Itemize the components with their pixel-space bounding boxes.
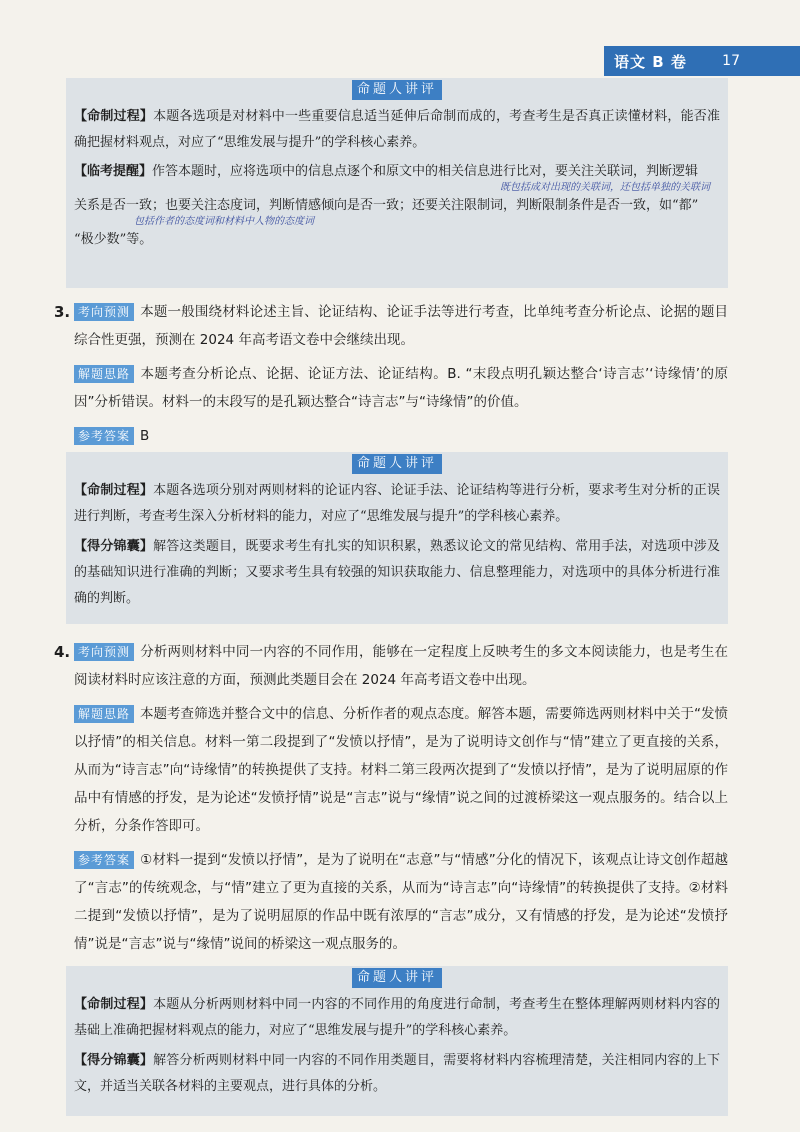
- paragraph-text: 作答本题时，应将选项中的信息点逐个和原文中的相关信息进行比对，要关注关联词，判断逻辑: [152, 164, 699, 179]
- prediction-tag: 考向预测: [74, 303, 134, 321]
- commentary-paragraph: [74, 534, 720, 612]
- answer-tag: 参考答案: [74, 851, 134, 869]
- paragraph-text: 关系是否一致；也要关注态度词，判断情感倾向是否一致；还要关注限制词，判断限制条件是否一致，如“都”: [74, 198, 699, 213]
- question-4: [54, 638, 728, 964]
- question-paragraph: [74, 700, 728, 840]
- paragraph-label: 【得分锦囊】: [74, 539, 154, 554]
- commentary-box-1: [66, 78, 728, 288]
- commentary-paragraph: [74, 1048, 720, 1100]
- commentary-box-3: [66, 966, 728, 1116]
- approach-tag: 解题思路: [74, 365, 134, 383]
- approach-tag: 解题思路: [74, 705, 134, 723]
- commentary-paragraph: [74, 104, 720, 156]
- commentary-banner: 命题人讲评: [352, 968, 442, 988]
- page-number: 17: [722, 53, 740, 69]
- paragraph-text: 解答这类题目，既要求考生有扎实的知识积累，熟悉议论文的常见结构、常用手法，对选项中涉及的基础知识进行准确的判断；又要求考生具有较强的知识获取能力、信息整理能力，对选项中的具体分析进行准确的判断。: [74, 539, 720, 606]
- paragraph-text: 本题一般围绕材料论述主旨、论证结构、论证手法等进行考查，比单纯考查分析论点、论据的题目综合性更强，预测在 2024 年高考语文卷中会继续出现。: [74, 304, 728, 348]
- header-subject: 语文 B 卷: [614, 52, 687, 71]
- commentary-paragraph: [74, 992, 720, 1044]
- question-number: 4.: [54, 643, 71, 661]
- question-paragraph: [74, 638, 728, 694]
- question-3: [54, 298, 728, 456]
- question-paragraph: [74, 846, 728, 958]
- paragraph-label: 【临考提醒】: [74, 164, 153, 179]
- paragraph-text: 本题从分析两则材料中同一内容的不同作用的角度进行命制，考查考生在整体理解两则材料内容的基础上准确把握材料观点的能力，对应了“思维发展与提升”的学科核心素养。: [74, 997, 720, 1038]
- paragraph-label: 【命制过程】: [74, 109, 154, 124]
- paragraph-label: 【得分锦囊】: [74, 1053, 154, 1068]
- answer-text: B: [140, 428, 150, 444]
- commentary-paragraph: [74, 478, 720, 530]
- answer-tag: 参考答案: [74, 427, 134, 445]
- commentary-paragraph: [74, 160, 720, 252]
- question-paragraph: [74, 422, 728, 450]
- paragraph-label: 【命制过程】: [74, 483, 154, 498]
- question-paragraph: [74, 360, 728, 416]
- prediction-tag: 考向预测: [74, 643, 134, 661]
- question-paragraph: [74, 298, 728, 354]
- commentary-banner: 命题人讲评: [352, 80, 442, 100]
- handwritten-note: 既包括成对出现的关联词，还包括单独的关联词: [500, 182, 710, 193]
- answer-text: ①材料一提到“发愤以抒情”，是为了说明在“志意”与“情感”分化的情况下，该观点让诗文创作超越了“言志”的传统观念，与“情”建立了更为直接的关系，从而为“诗言志”向“诗缘情”的转换提供了支持。②材料二提到“发愤以抒情”，是为了说明屈原的作品中既有浓厚的“言志”成分，又有情感的抒发，是为论述“发愤抒情”说是“言志”说与“缘情”说间的桥梁这一观点服务的。: [74, 852, 728, 952]
- paragraph-text: 本题考查分析论点、论据、论证方法、论证结构。B. “末段点明孔颖达整合‘诗言志’‘诗缘情’的原因”分析错误。材料一的末段写的是孔颖达整合“诗言志”与“诗缘情”的价值。: [74, 366, 728, 410]
- paragraph-text: 解答分析两则材料中同一内容的不同作用类题目，需要将材料内容梳理清楚，关注相同内容的上下文，并适当关联各材料的主要观点，进行具体的分析。: [74, 1053, 720, 1094]
- paragraph-label: 【命制过程】: [74, 997, 154, 1012]
- page-header: [604, 46, 800, 76]
- commentary-banner: 命题人讲评: [352, 454, 442, 474]
- paragraph-text: 分析两则材料中同一内容的不同作用，能够在一定程度上反映考生的多文本阅读能力，也是考生在阅读材料时应该注意的方面，预测此类题目会在 2024 年高考语文卷中出现。: [74, 644, 728, 688]
- paragraph-text: 本题各选项是对材料中一些重要信息适当延伸后命制而成的，考查考生是否真正读懂材料，能否准确把握材料观点，对应了“思维发展与提升”的学科核心素养。: [74, 109, 720, 150]
- paragraph-text: “极少数”等。: [74, 232, 153, 247]
- paragraph-text: 本题各选项分别对两则材料的论证内容、论证手法、论证结构等进行分析，要求考生对分析的正误进行判断，考查考生深入分析材料的能力，对应了“思维发展与提升”的学科核心素养。: [74, 483, 720, 524]
- handwritten-note: 包括作者的态度词和材料中人物的态度词: [134, 216, 314, 227]
- commentary-box-2: [66, 452, 728, 624]
- paragraph-text: 本题考查筛选并整合文中的信息、分析作者的观点态度。解答本题，需要筛选两则材料中关于“发愤以抒情”的相关信息。材料一第二段提到了“发愤以抒情”，是为了说明诗文创作与“情”建立了更直接的关系，从而为“诗言志”向“诗缘情”的转换提供了支持。材料二第三段两次提到了“发愤以抒情”，是为了说明屈原的作品中有情感的抒发，是为论述“发愤抒情”说是“言志”说与“缘情”说之间的过渡桥梁这一观点服务的。结合以上分析，分条作答即可。: [74, 706, 728, 834]
- question-number: 3.: [54, 303, 71, 321]
